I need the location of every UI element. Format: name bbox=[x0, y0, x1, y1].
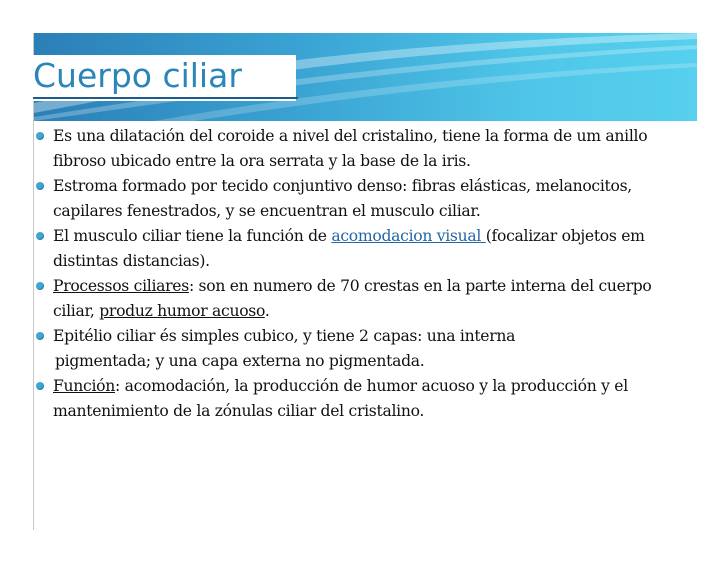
bullet-text: Es una dilatación del coroide a nivel del cristalino, tiene la forma de um anillo fibroso ubicado entre la ora serrata y la base de la iris. bbox=[53, 127, 648, 170]
bullet-icon bbox=[36, 232, 44, 240]
bullet-text: : acomodación, la producción de humor acuoso y la producción y el mantenimiento de la zónulas ciliar del cristalino. bbox=[53, 377, 628, 420]
bullet-list bbox=[36, 124, 696, 424]
slide-title: Cuerpo ciliar bbox=[33, 56, 242, 95]
list-item bbox=[36, 374, 696, 424]
list-item bbox=[36, 224, 696, 274]
bullet-icon bbox=[36, 282, 44, 290]
bullet-text: : son en numero de 70 crestas en la parte interna del cuerpo ciliar, bbox=[53, 277, 652, 320]
bullet-text: (focalizar objetos em distintas distancias). bbox=[53, 227, 645, 270]
bullet-icon bbox=[36, 132, 44, 140]
list-item bbox=[36, 174, 696, 224]
bullet-text: pigmentada; y una capa externa no pigmentada. bbox=[55, 352, 425, 370]
bullet-icon bbox=[36, 382, 44, 390]
processos-ciliares-term: Processos ciliares bbox=[53, 277, 189, 295]
list-item bbox=[36, 124, 696, 174]
bullet-text: . bbox=[264, 302, 270, 320]
list-item bbox=[36, 324, 696, 374]
bullet-icon bbox=[36, 332, 44, 340]
list-item bbox=[36, 274, 696, 324]
title-underline bbox=[33, 97, 298, 99]
bullet-text: El musculo ciliar tiene la función de bbox=[53, 227, 332, 245]
funcion-term: Función bbox=[53, 377, 115, 395]
title-box bbox=[33, 55, 296, 101]
bullet-text: Estroma formado por tecido conjuntivo denso: fibras elásticas, melanocitos, capilares fenestrados, y se encuentran el musculo ciliar. bbox=[53, 177, 632, 220]
bullet-icon bbox=[36, 182, 44, 190]
bullet-text: Epitélio ciliar és simples cubico, y tiene 2 capas: una interna bbox=[53, 327, 516, 345]
acomodacion-visual-link[interactable]: acomodacion visual bbox=[331, 227, 486, 245]
produz-humor-term: produz humor acuoso bbox=[99, 302, 265, 320]
